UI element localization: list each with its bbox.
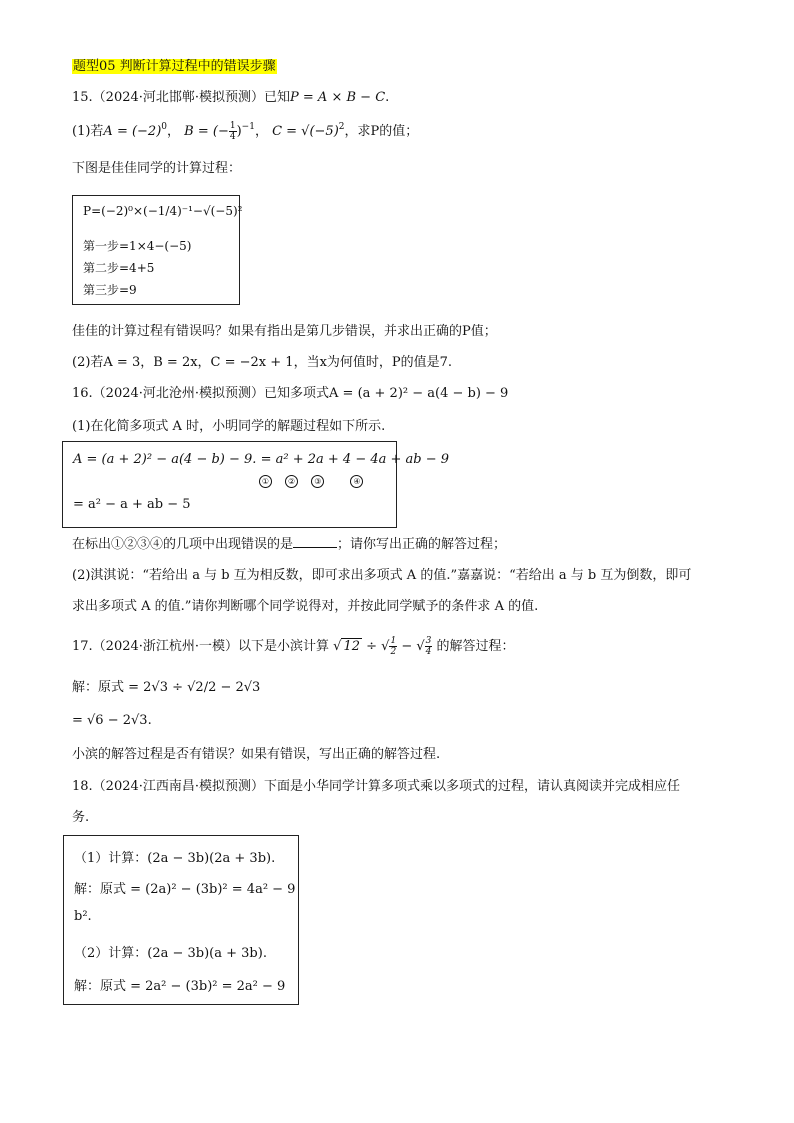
q15-part1-A-exp: 0: [161, 122, 168, 132]
q16-box-line1: [73, 452, 449, 467]
q15-box-step1: 第一步=1×4−(−5): [83, 239, 192, 253]
q16-error-prefix: 在标出①②③④的几项中出现错误的是: [72, 537, 294, 552]
q17-sol-line1: 解：原式 = 2√3 ÷ √2/2 − 2√3: [72, 680, 261, 695]
answer-blank[interactable]: [293, 535, 337, 548]
q18-box-l1: （1）计算：(2a − 3b)(2a + 3b).: [74, 851, 276, 866]
section-title: [72, 57, 277, 77]
q15-box-line1: P=(−2)⁰×(−1/4)⁻¹−√(−5)²: [83, 204, 243, 218]
q16-work-box: [62, 441, 450, 528]
q15-work-box: [72, 195, 243, 305]
q16-box-line1-right: = a² + 2a + 4 − 4a + ab − 9: [260, 452, 450, 467]
q17-question: 小滨的解答过程是否有错误？如果有错误，写出正确的解答过程.: [72, 747, 441, 762]
q15-part1-C-exp: 2: [338, 122, 345, 132]
q15-stem-prefix: 15.（2024·河北邯郸·模拟预测）已知: [72, 90, 291, 105]
section-title-text: 题型05 判断计算过程中的错误步骤: [73, 59, 276, 74]
q15-stem: [72, 88, 389, 108]
q16-part2-line1: (2)淇淇说：“若给出 a 与 b 互为相反数，即可求出多项式 A 的值.”嘉嘉说：“若给出 a 与 b 互为倒数，即可: [72, 568, 692, 583]
q18-box-l3: b².: [74, 909, 92, 924]
q18-box-l5: 解：原式 = 2a² − (3b)² = 2a² − 9: [74, 979, 286, 994]
q18-box-l2: 解：原式 = (2a)² − (3b)² = 4a² − 9: [74, 882, 296, 897]
q15-intro: 下图是佳佳同学的计算过程：: [72, 161, 242, 176]
q17-stem-suffix: 的解答过程：: [436, 639, 515, 654]
q15-part1-prefix: (1)若: [72, 124, 104, 139]
q15-question: 佳佳的计算过程有错误吗？如果有指出是第几步错误，并求出正确的P值；: [72, 324, 497, 339]
q16-marks: [259, 473, 363, 488]
q17-expression: √ 12 ÷ √ $\frac{1}{2}$ − √ $\frac{3}{4}$: [333, 636, 432, 657]
q16-box-line2: = a² − a + ab − 5: [73, 497, 191, 512]
q15-B-num: 1: [229, 121, 236, 131]
q16-part2-line2: 求出多项式 A 的值.”请你判断哪个同学说得对，并按此同学赋予的条件求 A 的值.: [72, 599, 539, 614]
q16-part1: (1)在化简多项式 A 时，小明同学的解题过程如下所示.: [72, 419, 386, 434]
q15-stem-formula: P = A × B − C: [290, 90, 386, 105]
q15-part1: (1)若$A = (-2)^0$， B = (− $\frac{1}{4}$ )$^{-1}$， $C = √(-5)^2$，求P的值；: [72, 121, 419, 142]
q15-box-step2: 第二步=4+5: [83, 261, 155, 275]
q16-error-question: [72, 535, 506, 555]
q15-box-step3: 第三步=9: [83, 283, 137, 297]
q16-box-line1-left: A = (a + 2)² − a(4 − b) − 9.: [73, 452, 257, 467]
q16-error-suffix: ；请你写出正确的解答过程；: [337, 537, 507, 552]
q18-box-l4: （2）计算：(2a − 3b)(a + 3b).: [74, 946, 267, 961]
q15-part2: (2)若A = 3，B = 2x，C = −2x + 1，当x为何值时，P的值是7.: [72, 355, 453, 370]
mark-1-icon: ①: [259, 475, 272, 488]
mark-2-icon: ②: [285, 475, 298, 488]
q17-sol-line2: = √6 − 2√3.: [72, 713, 152, 728]
q16-stem: 16.（2024·河北沧州·模拟预测）已知多项式A = (a + 2)² − a(4 − b) − 9: [72, 386, 509, 401]
q15-B-den: 4: [229, 132, 236, 142]
q15-part1-B-frac: [229, 121, 237, 142]
q15-part1-B: B = (−: [184, 124, 229, 139]
q15-part1-suffix: ，求P的值；: [344, 124, 419, 139]
q15-part1-A: A = (−2): [103, 124, 162, 139]
q18-stem-line2: 务.: [72, 810, 90, 825]
mark-3-icon: ③: [311, 475, 324, 488]
q15-part1-B-exp: −1: [241, 122, 255, 132]
q15-part1-C: C = √(−5): [272, 124, 339, 139]
mark-4-icon: ④: [350, 475, 363, 488]
q18-work-box: [63, 835, 299, 1005]
q17-stem: [72, 636, 515, 657]
q17-stem-prefix: 17.（2024·浙江杭州·一模）以下是小滨计算: [72, 639, 330, 654]
q18-stem-line1: 18.（2024·江西南昌·模拟预测）下面是小华同学计算多项式乘以多项式的过程，请认真阅读并完成相应任: [72, 779, 681, 794]
q15-stem-end: .: [385, 90, 390, 105]
